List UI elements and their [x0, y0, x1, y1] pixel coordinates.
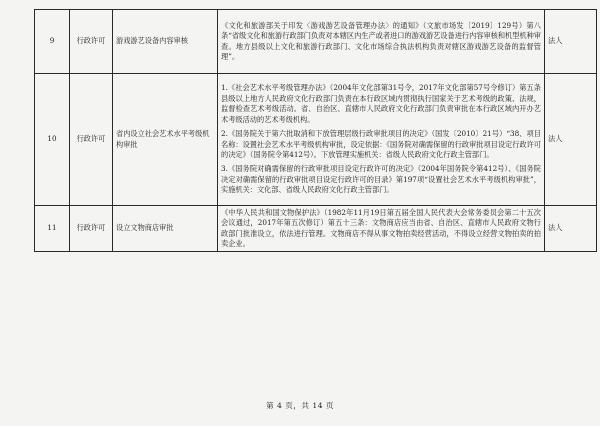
basis-paragraph: 2.《国务院关于第六批取消和下放管理层级行政审批项目的决定》（国发〔2010〕21号）“38、项目名称：设置社会艺术水平考级机构审批，设定依据：《国务院对确需保留的行政审批项目设定行政许可的决定》（国务院令第412号）。下放管理实施机关：省级人民政府文化行政主管部门。 — [221, 129, 541, 159]
row-legal-basis — [218, 74, 545, 206]
row-subject: 法人 — [545, 74, 597, 206]
table-row — [35, 206, 597, 252]
row-item-name: 游戏游艺设备内容审核 — [113, 10, 218, 74]
table-row — [35, 10, 597, 74]
row-item-name: 设立文物商店审批 — [113, 206, 218, 252]
basis-paragraph: 《文化和旅游部关于印发〈游戏游艺设备管理办法〉的通知》（文旅市场发〔2019〕129号）第八条“省级文化和旅游行政部门负责对本辖区内生产或者进口的游戏游艺设备进行内容审核和机型机种审查。地方县级以上文化和旅游行政部门、文化市场综合执法机构负责对辖区游戏游艺设备的监督管理”。 — [221, 20, 541, 61]
row-number: 9 — [35, 10, 70, 74]
row-type: 行政许可 — [70, 10, 113, 74]
page-footer: 第 4 页，共 14 页 — [265, 401, 335, 410]
row-type: 行政许可 — [70, 206, 113, 252]
table-row — [35, 74, 597, 206]
basis-paragraph: 1.《社会艺术水平考级管理办法》（2004年文化部第31号令，2017年文化部第57号令修订）第五条 县级以上地方人民政府文化行政部门负责在本行政区域内贯彻执行国家关于艺术考级的政策、法规，监督检查艺术考级活动。省、自治区、直辖市人民政府文化行政部门负责审批在本行政区域内开办艺术考级活动的艺术考级机构。 — [221, 83, 541, 124]
row-number: 10 — [35, 74, 70, 206]
regulation-table — [34, 9, 597, 252]
basis-paragraph: 《中华人民共和国文物保护法》（1982年11月19日第五届全国人民代表大会常务委员会第二十五次会议通过，2017年第五次修订）第五十三条：文物商店应当由省、自治区、直辖市人民政府文物行政部门批准设立，依法进行管理。文物商店不得从事文物拍卖经营活动，不得设立经营文物拍卖的拍卖企业。 — [221, 207, 541, 248]
row-legal-basis — [218, 10, 545, 74]
row-type: 行政许可 — [70, 74, 113, 206]
row-subject: 法人 — [545, 206, 597, 252]
basis-paragraph: 3.《国务院对确需保留的行政审批项目设定行政许可的决定》（2004年国务院令第412号）、《国务院决定对确需保留的行政审批项目设定行政许可的目录》第197项“设置社会艺术水平考级机构审批”，实施机关：文化部、省级人民政府文化行政主管部门。 — [221, 164, 541, 195]
row-legal-basis — [218, 206, 545, 252]
row-number: 11 — [35, 206, 70, 252]
row-item-name: 省内设立社会艺术水平考级机构审批 — [113, 74, 218, 206]
row-subject: 法人 — [545, 10, 597, 74]
